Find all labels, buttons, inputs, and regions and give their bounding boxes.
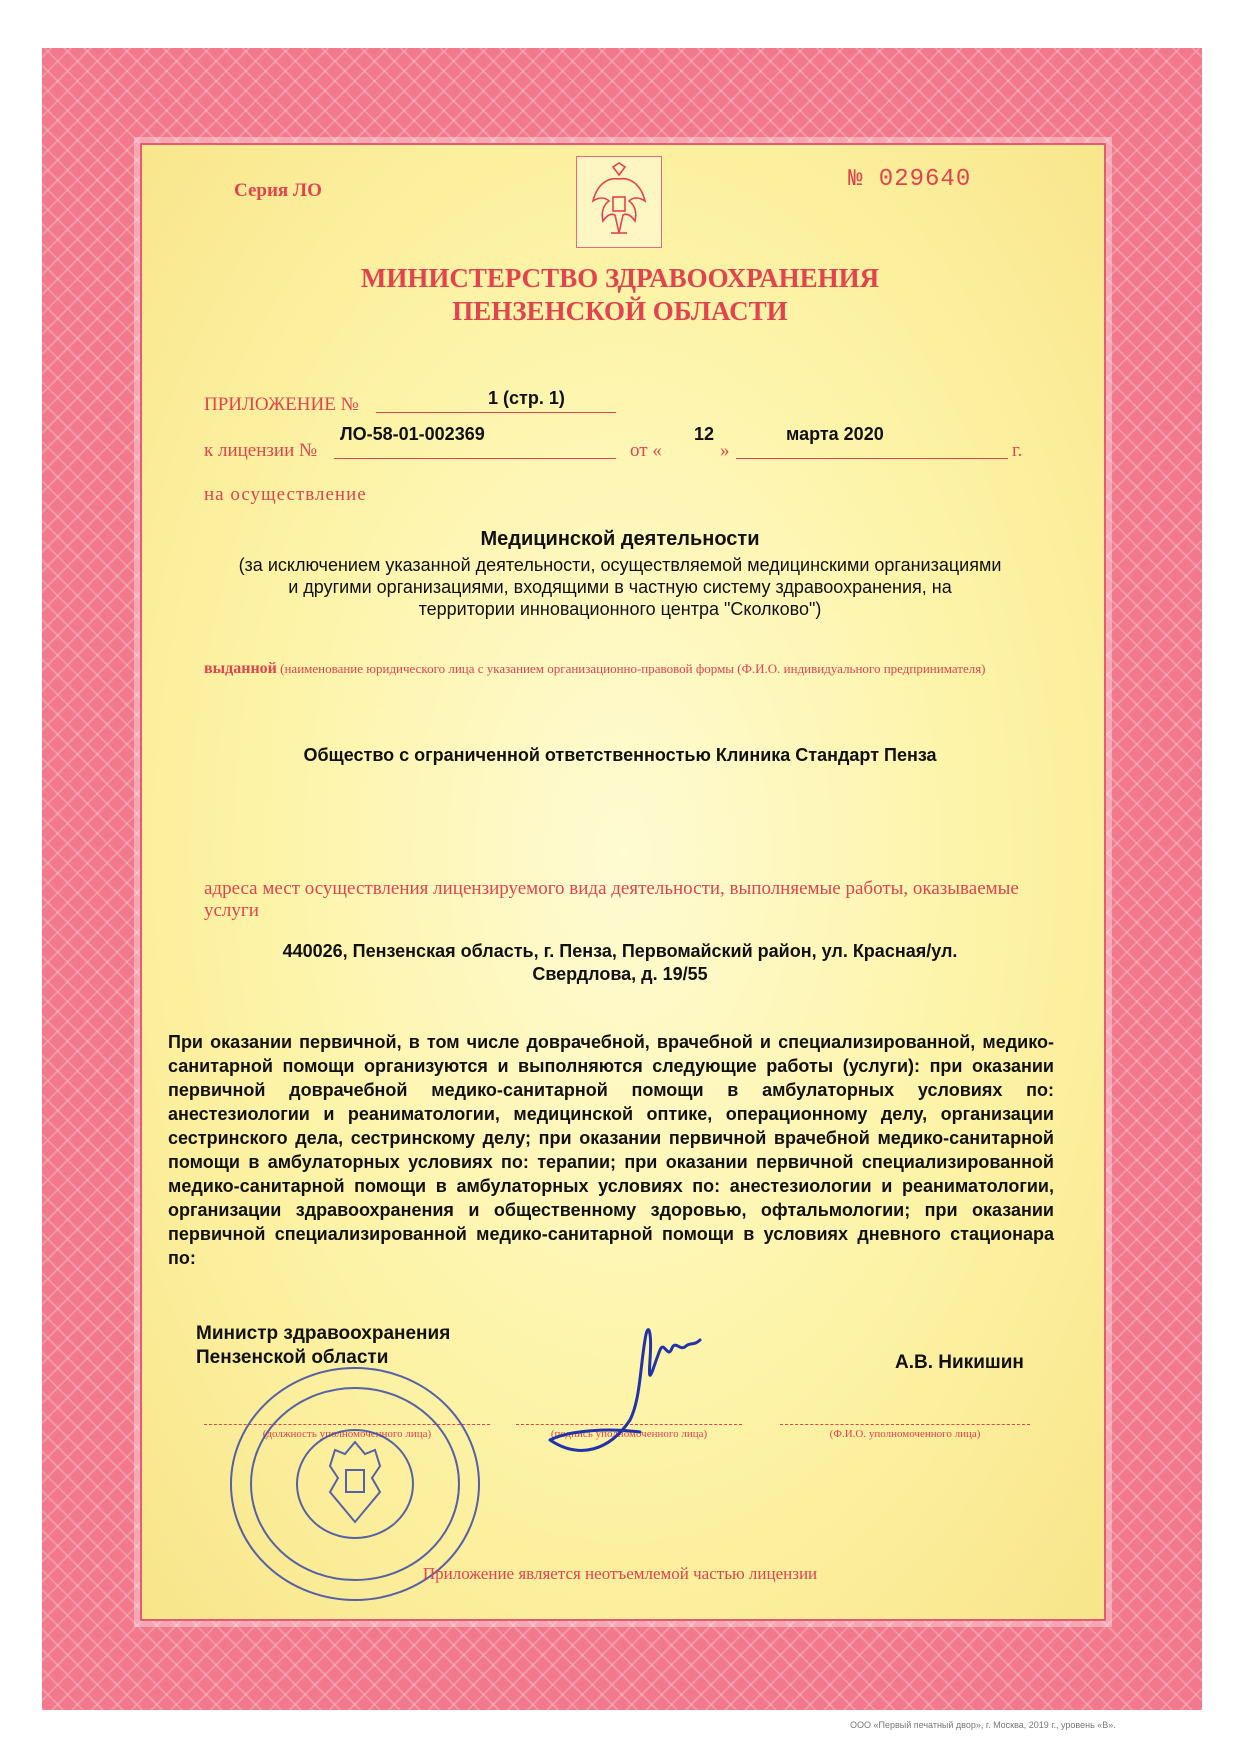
services-text: При оказании первичной, в том числе доврачебной, врачебной и специализированной, медико-санитарной помощи организуются и выполняются следующие работы (услуги): при оказании первичной доврачебной медико-санитарной помощи в амбулаторных условиях по: анестезиологии и реаниматологии, медицинской оптике, операционному делу, организации сестринского дела, сестринскому делу; при оказании первичной врачебной медико-санитарной помощи в амбулаторных условиях по: терапии; при оказании первичной специализированной медико-санитарной помощи в амбулаторных условиях по: анестезиологии и реаниматологии, организации здравоохранения и общественному здоровью, офтальмологии; при оказании первичной специализированной медико-санитарной помощи в условиях дневного стационара по: bbox=[168, 1032, 1054, 1268]
coat-of-arms-icon bbox=[576, 156, 662, 248]
footer-note: Приложение является неотъемлемой частью лицензии bbox=[422, 1564, 818, 1583]
caption-signature: (подпись уполномоченного лица) bbox=[550, 1428, 708, 1440]
series-label: Серия ЛО bbox=[234, 180, 322, 201]
address-line1: 440026, Пензенская область, г. Пенза, Первомайский район, ул. Красная/ул. bbox=[282, 941, 958, 961]
address-value bbox=[200, 940, 1040, 986]
license-form-number: № 029640 bbox=[848, 166, 972, 193]
date-quote-close: » bbox=[720, 440, 730, 461]
license-day: 12 bbox=[694, 424, 715, 444]
appendix-value: 1 (стр. 1) bbox=[488, 388, 565, 408]
ministry-title-line2: ПЕНЗЕНСКОЙ ОБЛАСТИ bbox=[452, 296, 788, 326]
license-number-value: ЛО-58-01-002369 bbox=[340, 424, 485, 444]
address-label: адреса мест осуществления лицензируемого вида деятельности, выполняемые работы, оказываемые услуги bbox=[204, 878, 1019, 921]
year-suffix: г. bbox=[1012, 440, 1023, 461]
issued-hint: (наименование юридического лица с указанием организационно-правовой формы (Ф.И.О. индивидуального предпринимателя) bbox=[280, 661, 986, 676]
license-number-underline bbox=[334, 458, 616, 459]
signatory-position-line1: Министр здравоохранения bbox=[196, 1323, 451, 1344]
date-from-label: от « bbox=[630, 440, 662, 461]
license-number-label: к лицензии № bbox=[204, 440, 318, 461]
activity-title: Медицинской деятельности bbox=[480, 528, 760, 550]
activity-note-line2: и другими организациями, входящими в частную систему здравоохранения, на bbox=[288, 577, 952, 597]
caption-name: (Ф.И.О. уполномоченного лица) bbox=[829, 1428, 981, 1440]
activity-note bbox=[168, 554, 1072, 620]
signatory-position-line2: Пензенской области bbox=[196, 1347, 389, 1368]
printer-imprint: ООО «Первый печатный двор», г. Москва, 2019 г., уровень «В». bbox=[850, 1720, 1116, 1730]
address-line2: Свердлова, д. 19/55 bbox=[532, 964, 708, 984]
ministry-title-line1: МИНИСТЕРСТВО ЗДРАВООХРАНЕНИЯ bbox=[360, 263, 880, 293]
ministry-title bbox=[320, 262, 920, 328]
license-month-year: марта 2020 bbox=[786, 424, 884, 444]
appendix-label: ПРИЛОЖЕНИЕ № bbox=[204, 394, 359, 415]
activity-note-line1: (за исключением указанной деятельности, осуществляемой медицинскими организациями bbox=[238, 555, 1002, 575]
organization-name: Общество с ограниченной ответственностью Клиника Стандарт Пенза bbox=[303, 745, 937, 765]
issued-block bbox=[204, 660, 1054, 678]
activity-note-line3: территории инновационного центра "Сколково") bbox=[418, 599, 822, 619]
issued-label: выданной bbox=[204, 660, 277, 677]
caption-position: (должность уполномоченного лица) bbox=[262, 1428, 432, 1440]
appendix-underline bbox=[376, 412, 616, 413]
handwritten-signature bbox=[540, 1300, 770, 1470]
signatory-name: А.В. Никишин bbox=[895, 1352, 1024, 1373]
activity-label: на осуществление bbox=[204, 484, 367, 505]
name-line bbox=[780, 1424, 1030, 1425]
date-underline bbox=[736, 458, 1008, 459]
